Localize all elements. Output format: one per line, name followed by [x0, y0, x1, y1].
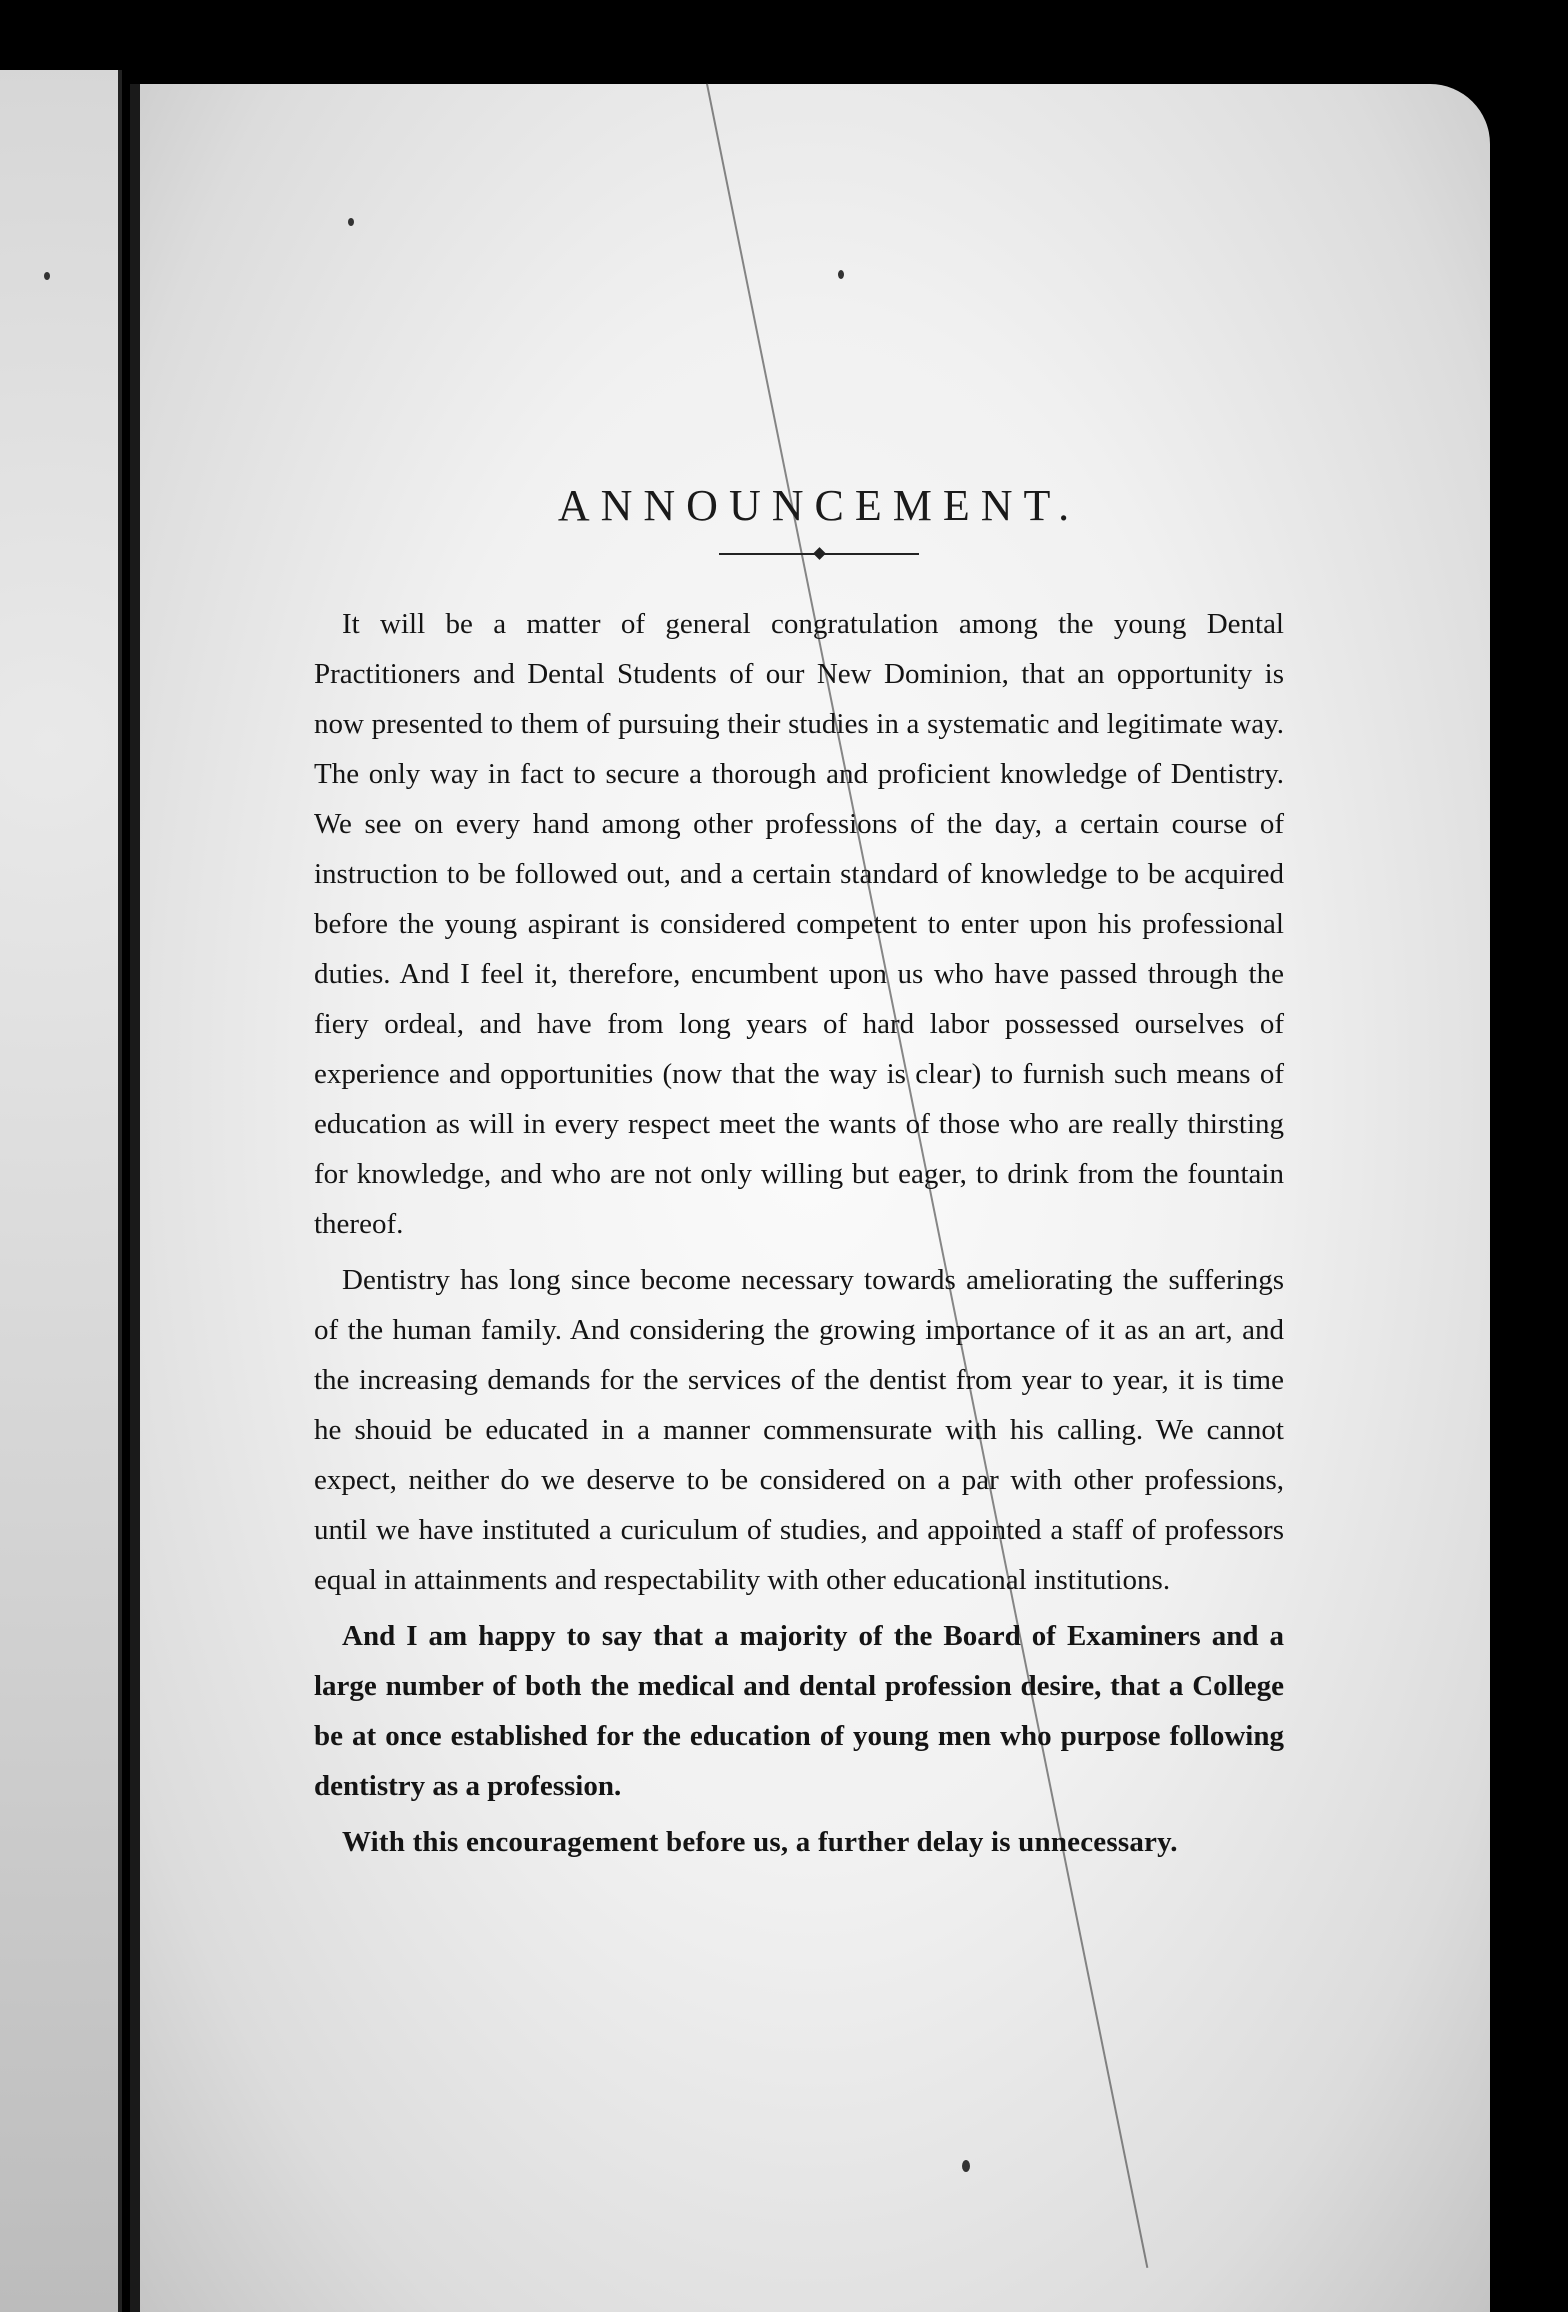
announcement-heading: ANNOUNCEMENT.	[557, 481, 1081, 530]
ink-spot	[44, 272, 50, 280]
paragraph-2: Dentistry has long since become necessary towards ameliorating the sufferings of the human family. And considering the growing importance of it as an art, and the increasing demands for the services of the dentist from year to year, it is time he shouid be educated in a manner commensurate with his calling. We cannot expect, neither do we deserve to be considered on a par with other professions, until we have instituted a curiculum of studies, and appointed a staff of professors equal in attainments and respectability with other educational institutions.	[314, 1264, 1284, 1596]
page-binding-edge	[130, 84, 140, 2312]
paragraph-3: And I am happy to say that a majority of the Board of Examiners and a large number of both the medical and dental profession desire, that a College be at once established for the education of young men who purpose following dentistry as a profession.	[314, 1620, 1284, 1802]
heading-ornament-rule	[719, 553, 919, 555]
ink-spot	[348, 218, 354, 226]
announcement-body	[314, 480, 1284, 1873]
paragraph-1: It will be a matter of general congratulation among the young Dental Practitioners and Dental Students of our New Dominion, that an opportunity is now presented to them of pursuing their studies in a systematic and legitimate way. The only way in fact to secure a thorough and proficient knowledge of Dentistry. We see on every hand among other professions of the day, a certain course of instruction to be followed out, and a certain standard of knowledge to be acquired before the young aspirant is considered competent to enter upon his professional duties. And I feel it, therefore, encumbent upon us who have passed through the fiery ordeal, and have from long years of hard labor possessed ourselves of experience and opportunities (now that the way is clear) to furnish such means of education as will in every respect meet the wants of those who are really thirsting for knowledge, and who are not only willing but eager, to drink from the fountain thereof.	[314, 608, 1284, 1240]
paragraph-4: With this encouragement before us, a further delay is unnecessary.	[342, 1826, 1178, 1858]
ink-spot	[838, 270, 844, 279]
ornament-diamond	[813, 547, 826, 560]
ink-spot	[962, 2160, 970, 2172]
adjacent-page-edge	[0, 70, 122, 2312]
